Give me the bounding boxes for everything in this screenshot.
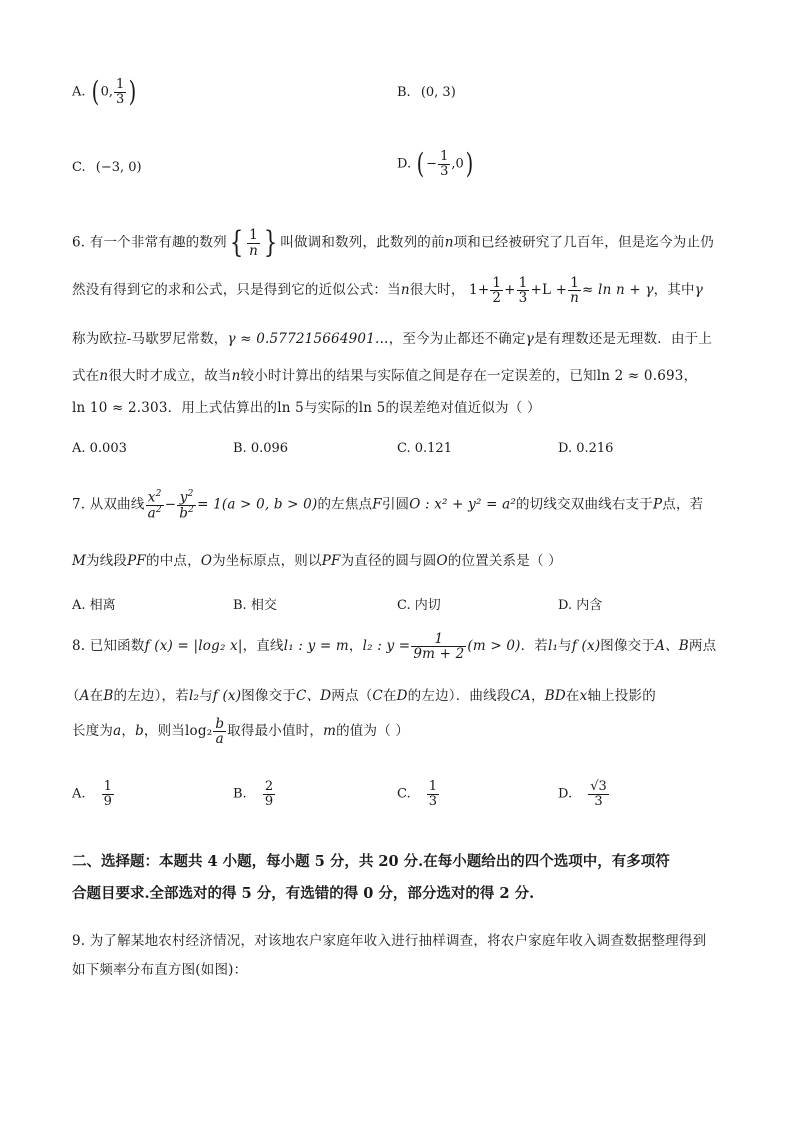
fraction: $\frac{x^2}{a^2}$ (147, 489, 162, 522)
formula: ln 5 (358, 400, 386, 416)
option-value: (0, 3) (420, 85, 456, 100)
variable: b (135, 723, 144, 740)
variable: n (231, 368, 241, 384)
option-label: B. (397, 85, 411, 100)
variable: BD (544, 688, 566, 704)
q7-option-b: B. 相交 (233, 598, 277, 613)
option-value: (−3, 0) (95, 160, 142, 175)
q6-option-c: C. 0.121 (397, 441, 452, 456)
fraction (490, 276, 503, 305)
numerator: 1 (247, 228, 260, 243)
numerator: 1 (568, 276, 581, 291)
formula: ln 5 (277, 400, 304, 416)
variable: n (99, 368, 109, 384)
variable: A (79, 688, 90, 704)
text: 引圆 (381, 496, 410, 513)
q8-line-1 (72, 632, 716, 661)
variable: PF (321, 553, 341, 569)
text: 的位置关系是（ ） (447, 553, 562, 569)
option-trail: ,0 (451, 156, 464, 172)
formula: (m > 0) (467, 638, 521, 655)
q5-option-c (72, 160, 142, 175)
formula: ≈ ln n + γ (582, 282, 654, 299)
text: 图像交于 (241, 688, 297, 704)
formula: log₂ (185, 723, 213, 740)
variable: x (579, 688, 588, 704)
variable: A、B (655, 638, 689, 655)
text: 叫做调和数列，此数列的前 (280, 234, 445, 251)
section-2-heading-line-2: 合题目要求.全部选对的得 5 分，有选错的得 0 分，部分选对的得 2 分. (72, 885, 535, 902)
variable: O (200, 553, 213, 569)
fraction (263, 780, 275, 808)
text: 长度为 (72, 723, 114, 740)
formula: l₂ : y = (362, 638, 411, 655)
numerator: b (215, 716, 225, 732)
text: 为线段 (86, 553, 128, 569)
variable: l₂ (188, 688, 200, 704)
q8-option-a (72, 780, 115, 808)
formula: f (x) (571, 638, 601, 655)
numerator: x (147, 489, 156, 506)
denominator: n (570, 290, 580, 307)
text: ，其中 (653, 282, 695, 299)
text: ．若 (520, 638, 549, 655)
fraction (568, 276, 581, 305)
text: 两点 (688, 638, 717, 655)
text: 的左焦点 (317, 496, 373, 513)
text: ，直线 (242, 638, 284, 655)
q6-line-2: 然没有得到它的求和公式，只是得到它的近似公式：当n很大时， 1+ $\frac{1}{2}$ + $\frac{1}{3}$ +L + $\frac{1}{n}$ ≈ ln n + γ，其中γ (72, 275, 704, 307)
numerator: y (179, 489, 188, 506)
text: 很大时才成立，故当 (108, 368, 232, 384)
numerator: 1 (116, 77, 125, 92)
text: 是有理数还是无理数．由于上 (533, 331, 713, 347)
q8-line-3 (72, 717, 409, 746)
variable: m (323, 723, 337, 740)
numerator: 1 (411, 632, 466, 647)
fraction (438, 150, 450, 178)
option-label: D. (397, 156, 412, 172)
denominator: 3 (428, 793, 438, 809)
text: 的误差绝对值近似为（ ） (385, 400, 541, 416)
formula: ln 2 ≈ 0.693 (596, 368, 684, 384)
text: 式在 (72, 368, 100, 384)
formula: l₁ : y = m (283, 638, 349, 655)
formula: +L + (530, 282, 568, 299)
text: 与 (199, 688, 213, 704)
variable: a (113, 723, 122, 740)
fraction (213, 717, 226, 746)
variable: γ (694, 282, 704, 299)
text: 的值为（ ） (336, 723, 410, 740)
fraction (114, 78, 126, 106)
numerator: 1 (492, 275, 502, 291)
variable: PF (127, 553, 146, 569)
text: 然没有得到它的求和公式，只是得到它的近似公式：当 (72, 282, 401, 299)
numerator: 1 (518, 275, 528, 291)
right-paren: ) (128, 75, 137, 109)
variable: CA (510, 688, 532, 704)
text: 图像交于 (600, 638, 656, 655)
denominator: 3 (116, 91, 125, 107)
text: 轴上投影的 (587, 688, 656, 704)
denominator: 3 (518, 290, 528, 307)
formula: ln 10 ≈ 2.303 (72, 400, 168, 416)
fraction (427, 780, 439, 808)
text: 很大时， (409, 282, 465, 299)
q6-option-a: A. 0.003 (72, 441, 127, 456)
option-lead: 0, (100, 84, 114, 100)
text: 点，若 (662, 496, 704, 513)
option-label: A. (72, 786, 86, 802)
formula: f (x) (212, 688, 242, 704)
option-lead: − (426, 156, 438, 172)
q8-line-2 (66, 684, 656, 704)
q6-line-4 (72, 364, 697, 384)
denominator: a (147, 505, 156, 522)
text: ， (531, 688, 545, 704)
q9-line-1: 9. 为了解某地农村经济情况，对该地农户家庭年收入进行抽样调查，将农户家庭年收入调查数据整理得到 (72, 933, 707, 949)
formula: γ ≈ 0.577215664901… (227, 331, 389, 347)
text: 7. 从双曲线 (72, 496, 145, 513)
denominator: n (249, 242, 258, 259)
denominator: 2 (492, 290, 502, 307)
numerator: 1 (103, 779, 112, 794)
text: 项和已经被研究了几百年，但是迄今为止仍 (453, 234, 714, 251)
q8-option-c (397, 780, 440, 808)
text: 的左边）．曲线段 (407, 688, 511, 704)
option-label: D. (558, 786, 573, 802)
variable: n (400, 282, 410, 299)
q5-option-a (72, 75, 138, 109)
option-label: C. (397, 786, 411, 802)
right-paren: ) (465, 147, 474, 181)
numerator: 2 (264, 779, 274, 794)
denominator: a (215, 731, 224, 748)
fraction: $\frac{y^2}{b^2}$ (179, 489, 195, 522)
text: 6. 有一个非常有趣的数列 (72, 234, 227, 251)
text: 与 (558, 638, 572, 655)
variable: γ (525, 331, 534, 347)
denominator: 3 (440, 163, 449, 179)
right-brace: } (263, 225, 278, 260)
variable: C (372, 688, 383, 704)
numerator: 1 (440, 149, 449, 164)
option-label: B. (233, 786, 247, 802)
fraction (102, 780, 114, 808)
text: 8. 已知函数 (72, 638, 145, 655)
q6-option-b: B. 0.096 (233, 441, 289, 456)
denominator: 9m + 2 (413, 646, 465, 663)
fraction (588, 780, 609, 808)
denominator: b (179, 505, 189, 522)
formula: 1+ (469, 282, 490, 299)
text: 在 (565, 688, 580, 704)
text: 为坐标原点，则以 (212, 553, 322, 569)
text: 的中点， (146, 553, 201, 569)
numerator: √3 (590, 779, 607, 794)
text: （ (66, 688, 80, 704)
q8-option-b (233, 780, 276, 808)
variable: O (436, 553, 448, 569)
option-label: A. (72, 84, 86, 100)
q6-line-5 (72, 396, 541, 416)
text: 为直径的圆与圆 (340, 553, 437, 569)
text: 两点（ (331, 688, 373, 704)
q9-line-2: 如下频率分布直方图(如图)： (72, 962, 248, 978)
text: 取得最小值时， (227, 723, 324, 740)
variable: D (396, 688, 408, 704)
fraction (411, 632, 466, 661)
fraction (517, 276, 530, 305)
text: 的左边），若 (113, 688, 189, 704)
q6-line-3 (72, 327, 712, 347)
denominator: 9 (264, 793, 274, 809)
text: ，则当 (143, 723, 186, 740)
q6-option-d: D. 0.216 (558, 441, 614, 456)
left-paren: ( (416, 147, 425, 181)
variable: F (372, 496, 382, 513)
text: ， (121, 723, 136, 740)
text: 在 (382, 688, 397, 704)
text: ， (348, 638, 363, 655)
numerator: 1 (428, 779, 438, 794)
text: 的切线交双曲线右支于 (515, 496, 653, 513)
formula: O : x² + y² = a² (409, 496, 516, 513)
left-brace: { (229, 225, 244, 260)
denominator: 3 (594, 793, 603, 809)
text: 与实际的 (303, 400, 359, 416)
q6-line-1 (72, 225, 714, 260)
text: ．用上式估算出的 (167, 400, 278, 416)
section-2-heading-line-1: 二、选择题：本题共 4 小题，每小题 5 分，共 20 分.在每小题给出的四个选项中，有多项符 (72, 853, 670, 870)
left-paren: ( (91, 75, 99, 109)
variable: l₁ (548, 638, 559, 655)
text: ，至今为止都还不确定 (388, 331, 526, 347)
fraction (247, 228, 260, 257)
q8-option-d (558, 780, 610, 808)
variable: P (652, 496, 663, 513)
variable: M (72, 553, 87, 569)
q7-option-a: A. 相离 (72, 598, 116, 613)
variable: C、D (296, 688, 332, 704)
text: 在 (89, 688, 104, 704)
q5-option-b (397, 85, 456, 100)
formula: = 1(a > 0, b > 0) (197, 496, 318, 513)
option-label: C. (72, 160, 86, 175)
q7-option-d: D. 内含 (558, 598, 603, 613)
variable: B (103, 688, 114, 704)
denominator: 9 (103, 793, 112, 809)
q7-line-2 (72, 549, 562, 569)
q7-option-c: C. 内切 (397, 598, 441, 613)
text: ， (683, 368, 698, 384)
text: 称为欧拉-马歇罗尼常数， (72, 331, 228, 347)
q5-option-d (397, 147, 475, 181)
q7-line-1: 7. 从双曲线 $\frac{x^2}{a^2}$ − $\frac{y^2}{b^2}$ = 1(a > 0, b > 0)的左焦点F引圆O : x² + y² = a²的切线交双曲线右支于P点，若 (72, 489, 704, 522)
variable: n (444, 234, 454, 251)
text: 较小时计算出的结果与实际值之间是存在一定误差的，已知 (240, 368, 597, 384)
formula: f (x) = |log₂ x| (144, 638, 243, 655)
